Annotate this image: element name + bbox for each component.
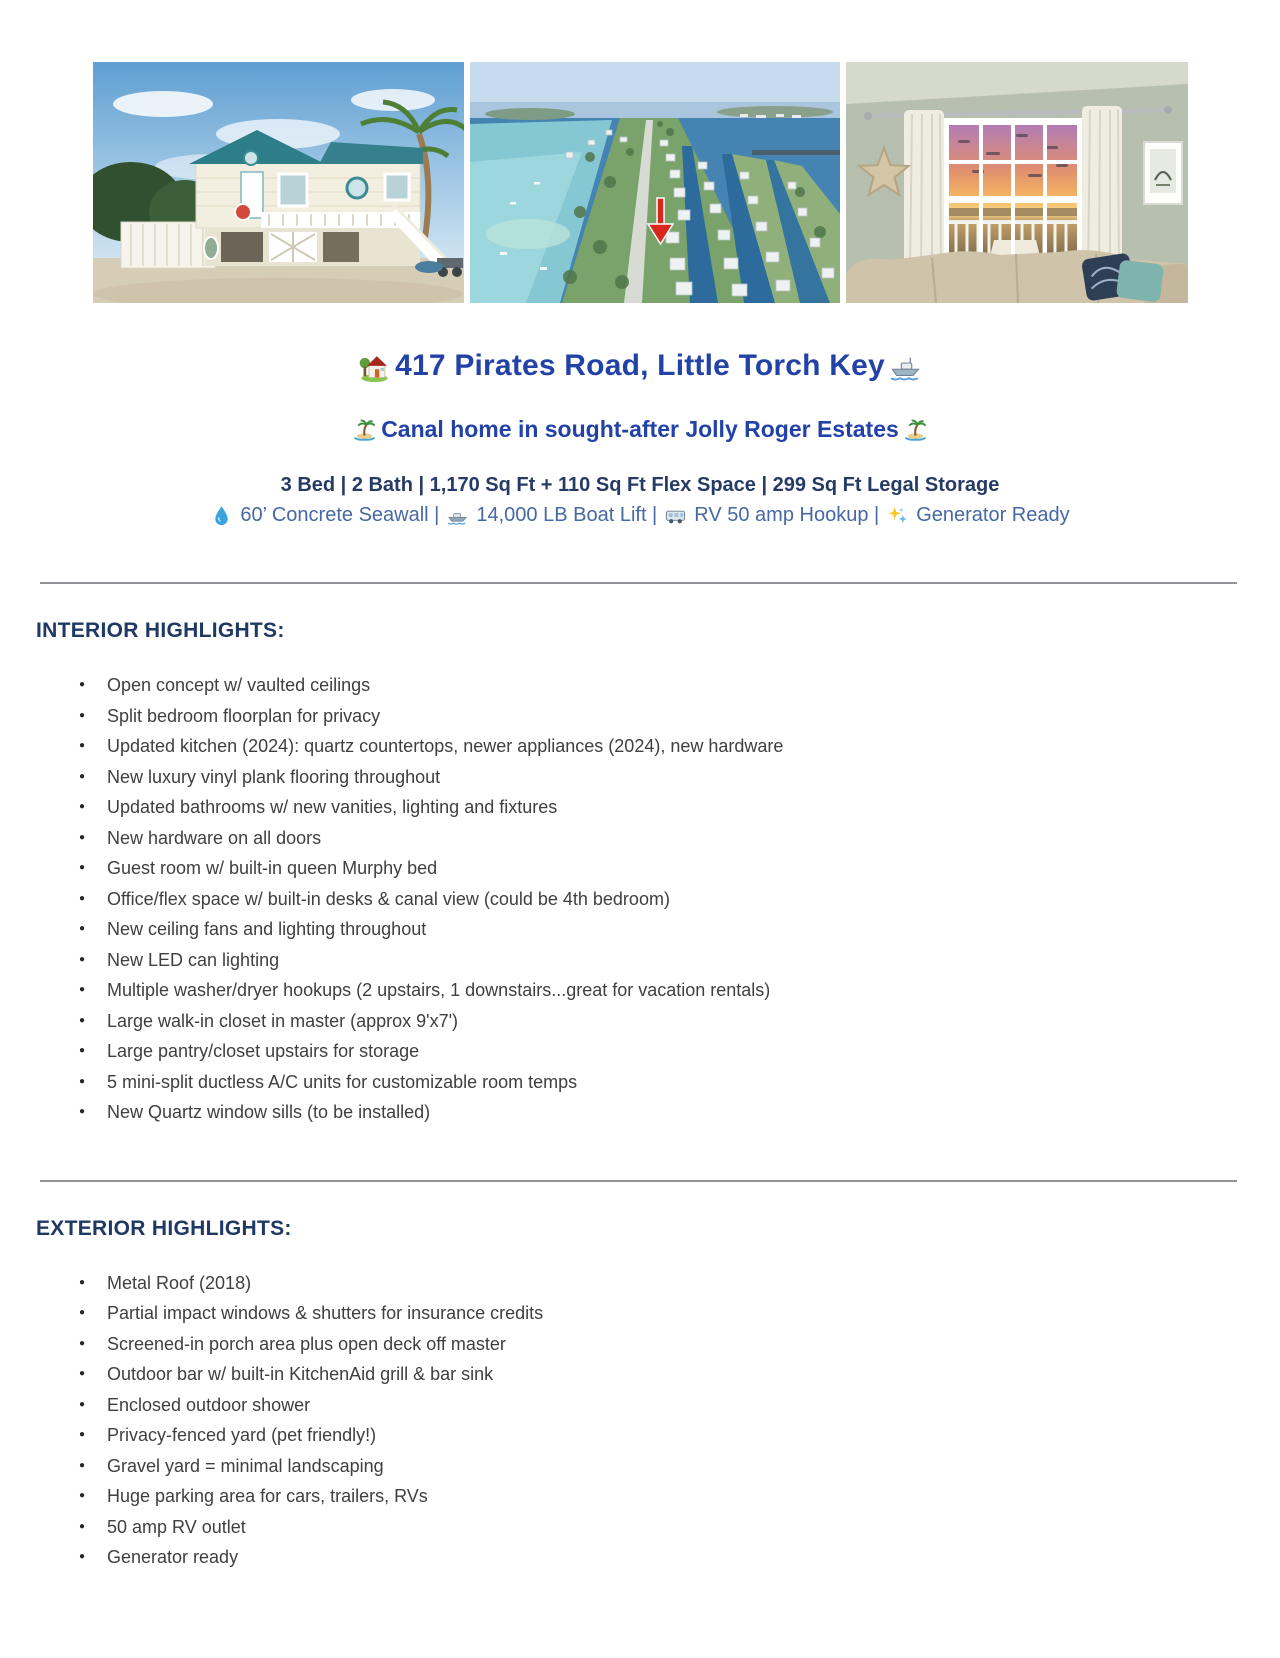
feature-seawall: 60’ Concrete Seawall | [240, 504, 440, 526]
feature-boat-lift: 14,000 LB Boat Lift | [476, 504, 658, 526]
interior-highlight-item: ● Updated kitchen (2024): quartz countertops, newer appliances (2024), new hardware [78, 731, 1280, 762]
exterior-highlight-item: ● Generator ready [78, 1542, 1280, 1573]
exterior-highlight-item: ● Huge parking area for cars, trailers, RVs [78, 1481, 1280, 1512]
feature-generator: Generator Ready [916, 504, 1070, 526]
interior-highlights-heading: INTERIOR HIGHLIGHTS: [36, 619, 285, 642]
interior-highlight-item: ● New luxury vinyl plank flooring throughout [78, 762, 1280, 793]
sparkles-icon [886, 504, 909, 527]
interior-highlight-item: ● Large pantry/closet upstairs for storage [78, 1036, 1280, 1067]
photo-living-room-sunset [846, 62, 1188, 303]
interior-highlight-item: ● New hardware on all doors [78, 823, 1280, 854]
feature-rv-hookup: RV 50 amp Hookup | [694, 504, 880, 526]
page-title [40, 347, 1240, 385]
motor-boat-icon [889, 350, 922, 383]
water-droplet-icon [210, 504, 233, 527]
interior-highlight-item: ● Guest room w/ built-in queen Murphy bed [78, 853, 1280, 884]
photo-strip [93, 0, 1280, 303]
section-divider [40, 582, 1237, 584]
exterior-highlight-item: ● 50 amp RV outlet [78, 1512, 1280, 1543]
feature-line [40, 501, 1240, 530]
exterior-highlight-item: ● Screened-in porch area plus open deck off master [78, 1329, 1280, 1360]
exterior-highlights-heading: EXTERIOR HIGHLIGHTS: [36, 1216, 292, 1240]
interior-highlight-item: ● New Quartz window sills (to be installed) [78, 1097, 1280, 1128]
interior-highlight-item: ● Office/flex space w/ built-in desks & canal view (could be 4th bedroom) [78, 884, 1280, 915]
photo-aerial-canal-view [470, 62, 840, 303]
interior-highlight-item: ● Split bedroom floorplan for privacy [78, 701, 1280, 732]
interior-highlights-list [0, 670, 1280, 1128]
interior-highlight-item: ● Open concept w/ vaulted ceilings [78, 670, 1280, 701]
interior-highlights-section [0, 617, 1280, 1128]
house-with-garden-icon [358, 350, 391, 383]
section-divider [40, 1180, 1237, 1182]
exterior-highlights-section [0, 1215, 1280, 1573]
interior-highlight-item: ● Large walk-in closet in master (approx 9'x7') [78, 1006, 1280, 1037]
speedboat-icon [446, 504, 469, 527]
desert-island-icon [904, 418, 927, 441]
page-subtitle [40, 415, 1240, 444]
title-text: 417 Pirates Road, Little Torch Key [395, 349, 885, 382]
exterior-highlight-item: ● Privacy-fenced yard (pet friendly!) [78, 1420, 1280, 1451]
interior-highlight-item: ● New LED can lighting [78, 945, 1280, 976]
interior-highlight-item: ● Multiple washer/dryer hookups (2 upstairs, 1 downstairs...great for vacation rentals) [78, 975, 1280, 1006]
photo-house-exterior [93, 62, 464, 303]
exterior-highlight-item: ● Metal Roof (2018) [78, 1268, 1280, 1299]
interior-highlight-item: ● New ceiling fans and lighting throughout [78, 914, 1280, 945]
exterior-highlights-list [0, 1268, 1280, 1573]
exterior-highlight-item: ● Outdoor bar w/ built-in KitchenAid grill & bar sink [78, 1359, 1280, 1390]
interior-highlight-item: ● 5 mini-split ductless A/C units for customizable room temps [78, 1067, 1280, 1098]
exterior-highlight-item: ● Enclosed outdoor shower [78, 1390, 1280, 1421]
desert-island-icon [353, 418, 376, 441]
exterior-highlight-item: ● Gravel yard = minimal landscaping [78, 1451, 1280, 1482]
specs-line: 3 Bed | 2 Bath | 1,170 Sq Ft + 110 Sq Ft Flex Space | 299 Sq Ft Legal Storage [280, 474, 1000, 496]
subtitle-text: Canal home in sought-after Jolly Roger Estates [381, 416, 899, 442]
exterior-highlight-item: ● Partial impact windows & shutters for insurance credits [78, 1298, 1280, 1329]
interior-highlight-item: ● Updated bathrooms w/ new vanities, lighting and fixtures [78, 792, 1280, 823]
rv-van-icon [664, 504, 687, 527]
